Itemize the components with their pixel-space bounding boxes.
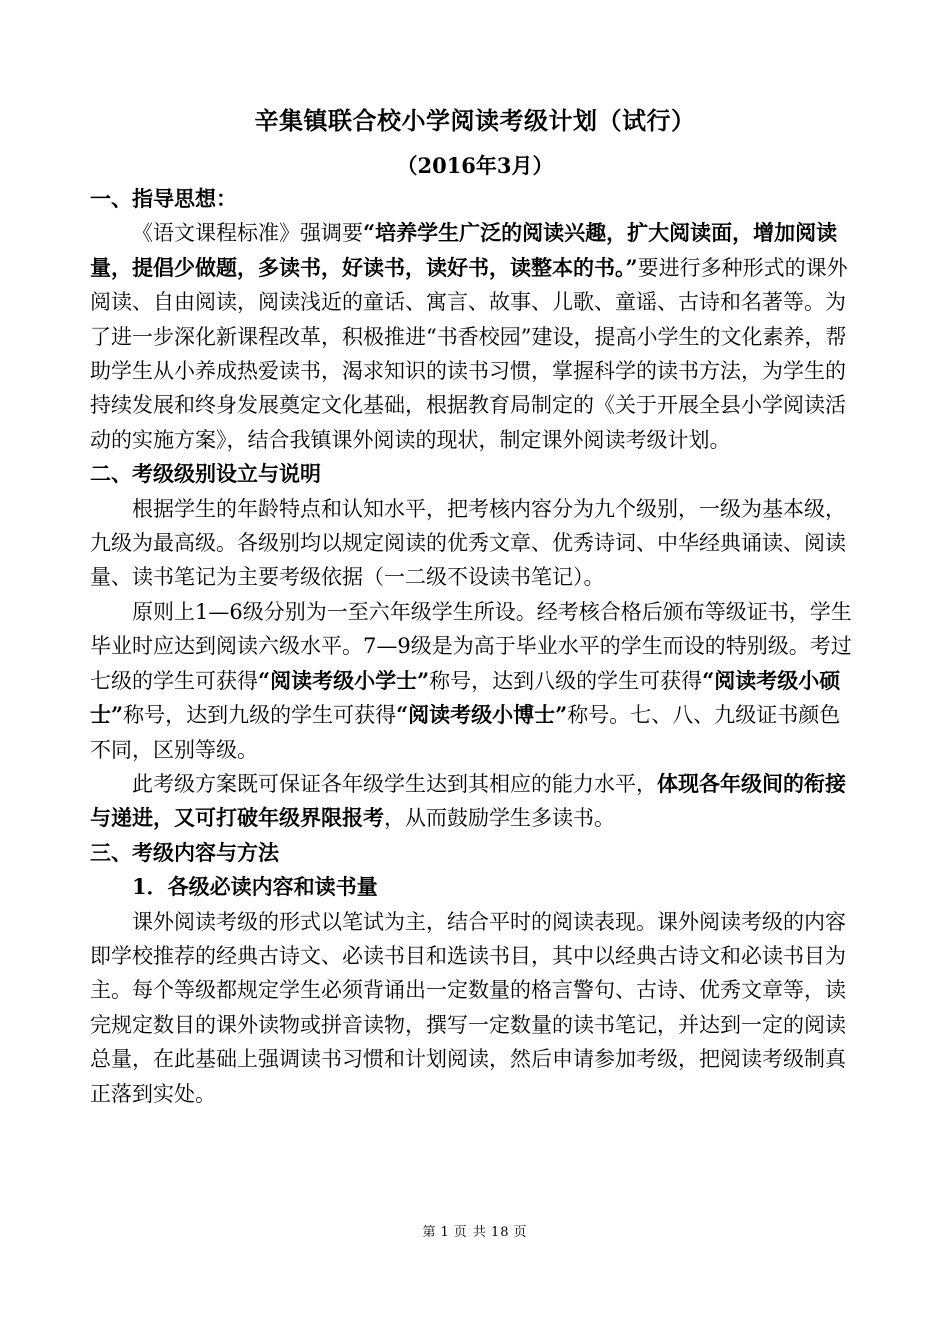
paragraph-levels-3	[90, 767, 860, 836]
section-heading-guiding-ideology: 一、指导思想：	[90, 186, 237, 211]
paragraph-levels-1: 根据学生的年龄特点和认知水平，把考核内容分为九个级别，一级为基本级，九级为最高级。各级别均以规定阅读的优秀文章、优秀诗词、中华经典诵读、阅读量、读书笔记为主要考级依据（一二级不设读书笔记）。	[90, 496, 846, 590]
bold-title-bachelor: “阅读考级小学士”	[258, 667, 430, 693]
page-footer	[0, 1221, 950, 1240]
bold-title-doctor: “阅读考级小博士”	[396, 702, 568, 728]
text-run: 称号。七、八、九级证书颜色不同，区别等级。	[90, 703, 841, 762]
footer-label: 页	[513, 1225, 528, 1240]
document-date: （2016年3月）	[396, 153, 554, 178]
paragraph-levels-2	[90, 595, 860, 767]
text-run: 《语文课程标准》强调要	[132, 221, 363, 246]
subheading-required-reading: 1．各级必读内容和读书量	[132, 874, 378, 900]
paragraph-guiding-ideology	[90, 216, 860, 457]
total-pages: 18	[490, 1225, 510, 1240]
footer-label: 第	[422, 1225, 437, 1240]
document-title: 辛集镇联合校小学阅读考级计划（试行）	[254, 106, 696, 135]
text-run: 称号，达到九级的学生可获得	[123, 703, 397, 728]
text-run: 称号，达到八级的学生可获得	[429, 668, 703, 693]
section-heading-content-method: 三、考级内容与方法	[90, 839, 279, 865]
page-number: 1	[440, 1225, 450, 1240]
text-run: 此考级方案既可保证各年级学生达到其相应的能力水平，	[132, 771, 657, 796]
text-run: ，从而鼓励学生多读书。	[384, 806, 615, 831]
paragraph-content-method: 课外阅读考级的形式以笔试为主，结合平时的阅读表现。课外阅读考级的内容即学校推荐的经典古诗文、必读书目和选读书目，其中以经典古诗文和必读书目为主。每个等级都规定学生必须背诵出一定数量的格言警句、古诗、优秀文章等，读完规定数目的课外读物或拼音读物，撰写一定数量的读书笔记，并达到一定的阅读总量，在此基础上强调读书习惯和计划阅读，然后申请参加考级，把阅读考级制真正落到实处。	[90, 909, 846, 1106]
bold-title-master: “阅读考级小硕士”	[90, 667, 841, 728]
text-run: 要进行多种形式的课外阅读、自由阅读，阅读浅近的童话、寓言、故事、儿歌、童谣、古诗和名著等。为了进一步深化新课程改革，积极推进“书香校园”建设，提高小学生的文化素养，帮助学生从小养成热爱读书，渴求知识的读书习惯，掌握科学的读书方法，为学生的持续发展和终身发展奠定文化基础，根据教育局制定的《关于开展全县小学阅读活动的实施方案》，结合我镇课外阅读的现状，制定课外阅读考级计划。	[90, 255, 848, 452]
bold-emphasis: 体现各年级间的衔接与递进，又可打破年级界限报考	[90, 770, 846, 831]
bold-quote: “培养学生广泛的阅读兴趣，扩大阅读面，增加阅读量，提倡少做题，多读书，好读书，读好书，读整本的书。”	[90, 220, 838, 280]
document-body	[90, 182, 860, 1111]
text-run: 原则上1—6级分别为一至六年级学生所设。经考核合格后颁布等级证书，学生毕业时应达到阅读六级水平。7—9级是为高于毕业水平的学生而设的特别级。考过七级的学生可获得	[90, 599, 852, 693]
section-heading-levels: 二、考级级别设立与说明	[90, 461, 321, 487]
footer-label: 页 共	[453, 1225, 487, 1240]
